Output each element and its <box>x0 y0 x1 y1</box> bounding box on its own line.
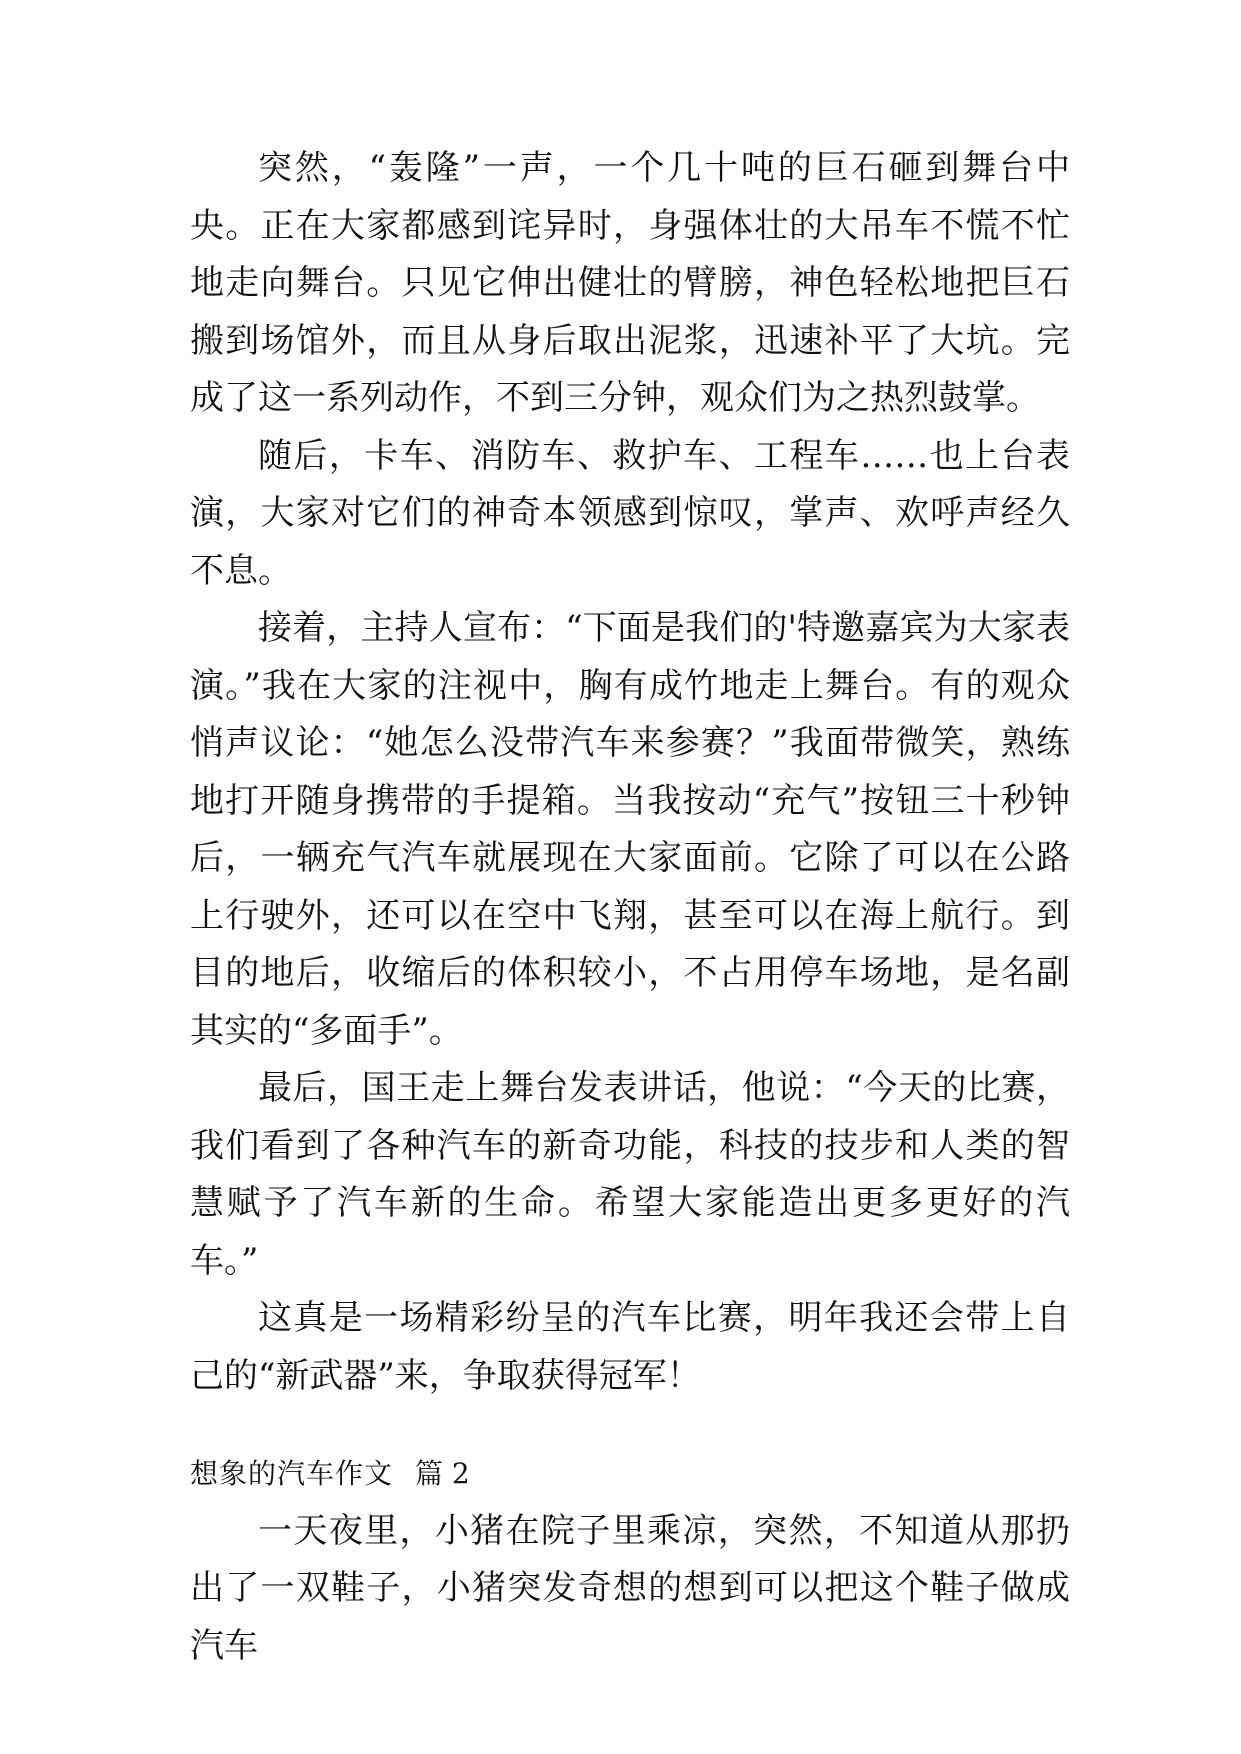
paragraph-other-vehicles: 随后，卡车、消防车、救护车、工程车……也上台表演，大家对它们的神奇本领感到惊叹，掌声、欢呼声经久不息。 <box>190 435 1070 591</box>
paragraph-king-speech: 最后，国王走上舞台发表讲话，他说：“今天的比赛，我们看到了各种汽车的新奇功能，科技的技步和人类的智慧赋予了汽车新的生命。希望大家能造出更多更好的汽车。” <box>190 1068 1070 1281</box>
paragraph-boulder: 突然，“轰隆”一声，一个几十吨的巨石砸到舞台中央。正在大家都感到诧异时，身强体壮的大吊车不慌不忙地走向舞台。只见它伸出健壮的臂膀，神色轻松地把巨石搬到场馆外，而且从身后取出泥浆，迅速补平了大坑。完成了这一系列动作，不到三分钟，观众们为之热烈鼓掌。 <box>190 148 1070 418</box>
paragraph-piglet: 一天夜里，小猪在院子里乘凉，突然，不知道从那扔出了一双鞋子，小猪突发奇想的想到可以把这个鞋子做成汽车 <box>190 1510 1070 1666</box>
paragraph-conclusion: 这真是一场精彩纷呈的汽车比赛，明年我还会带上自己的“新武器”来，争取获得冠军！ <box>190 1298 1070 1396</box>
section-heading-title: 想象的汽车作文 <box>190 1457 394 1490</box>
section-heading <box>190 1445 1070 1503</box>
section-heading-part: 篇 2 <box>415 1457 470 1490</box>
document-page <box>190 140 1070 1675</box>
paragraph-special-guest: 接着，主持人宣布：“下面是我们的'特邀嘉宾为大家表演。”我在大家的注视中，胸有成竹地走上舞台。有的观众悄声议论：“她怎么没带汽车来参赛？”我面带微笑，熟练地打开随身携带的手提箱。当我按动“充气”按钮三十秒钟后，一辆充气汽车就展现在大家面前。它除了可以在公路上行驶外，还可以在空中飞翔，甚至可以在海上航行。到目的地后，收缩后的体积较小，不占用停车场地，是名副其实的“多面手”。 <box>190 608 1070 1051</box>
